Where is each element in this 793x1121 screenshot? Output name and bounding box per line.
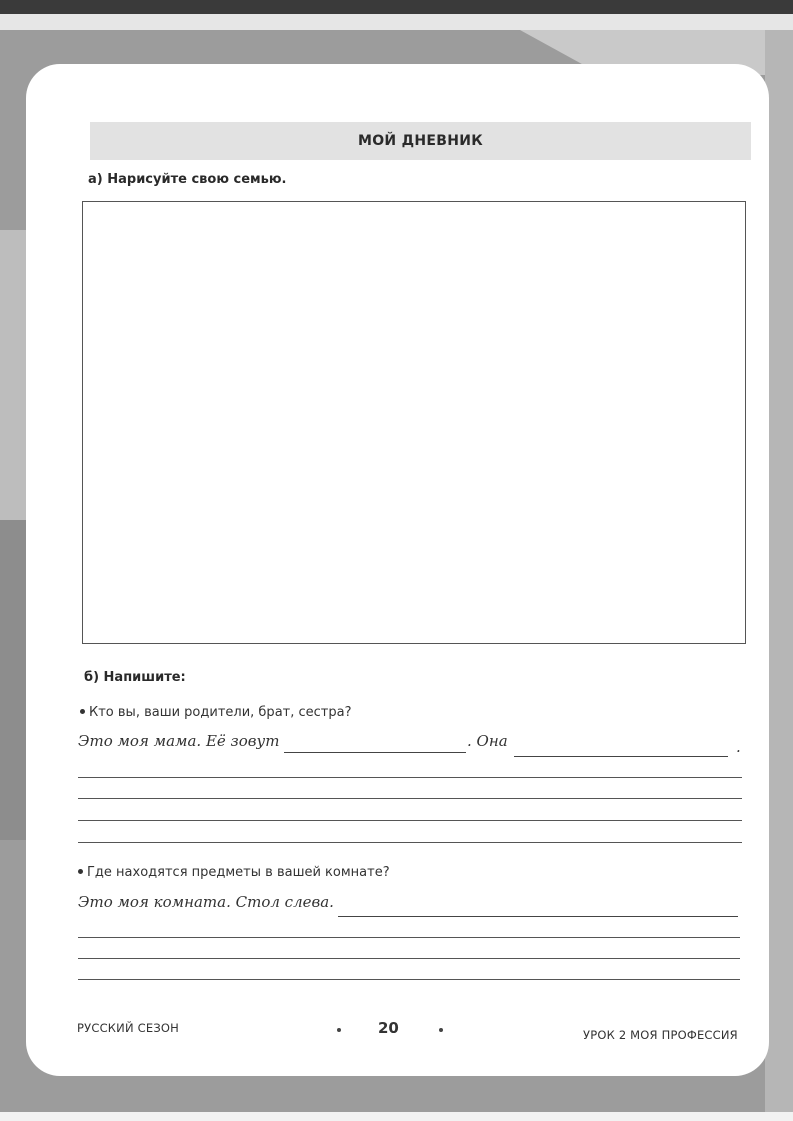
page-title: МОЙ ДНЕВНИК	[357, 133, 484, 149]
question-1-text: Кто вы, ваши родители, брат, сестра?	[89, 705, 352, 720]
page-edge	[765, 30, 793, 1115]
answer-blank-name[interactable]	[284, 752, 466, 753]
answer-blank-room[interactable]	[338, 916, 738, 917]
section-b-label: б) Напишите:	[84, 670, 186, 685]
question-2-text: Где находятся предметы в вашей комнате?	[87, 865, 390, 880]
answer-blank-description[interactable]	[514, 756, 728, 757]
example-sentence-1-end: .	[736, 738, 741, 756]
footer-dot	[337, 1028, 341, 1032]
worksheet-page	[26, 64, 769, 1076]
writing-line[interactable]	[78, 958, 740, 959]
footer-dot	[439, 1028, 443, 1032]
scan-top-edge	[0, 0, 793, 14]
example-sentence-2: Это моя комната. Стол слева.	[78, 893, 334, 911]
writing-line[interactable]	[78, 937, 740, 938]
footer-lesson-title: УРОК 2 МОЯ ПРОФЕССИЯ	[583, 1028, 738, 1042]
bullet-icon	[78, 869, 83, 874]
footer-book-title: РУССКИЙ СЕЗОН	[77, 1021, 179, 1035]
question-1	[80, 705, 351, 720]
drawing-area[interactable]	[82, 201, 746, 644]
writing-line[interactable]	[78, 777, 742, 778]
title-bar	[90, 122, 751, 160]
writing-line[interactable]	[78, 842, 742, 843]
writing-line[interactable]	[78, 820, 742, 821]
question-2	[78, 865, 390, 880]
page-number: 20	[378, 1019, 399, 1037]
example-sentence-1-mid: . Она	[467, 732, 508, 750]
scan-bottom-edge	[0, 1112, 793, 1121]
writing-line[interactable]	[78, 979, 740, 980]
example-sentence-1: Это моя мама. Её зовут	[78, 732, 280, 750]
section-a-label: а) Нарисуйте свою семью.	[88, 172, 287, 187]
bullet-icon	[80, 709, 85, 714]
writing-line[interactable]	[78, 798, 742, 799]
